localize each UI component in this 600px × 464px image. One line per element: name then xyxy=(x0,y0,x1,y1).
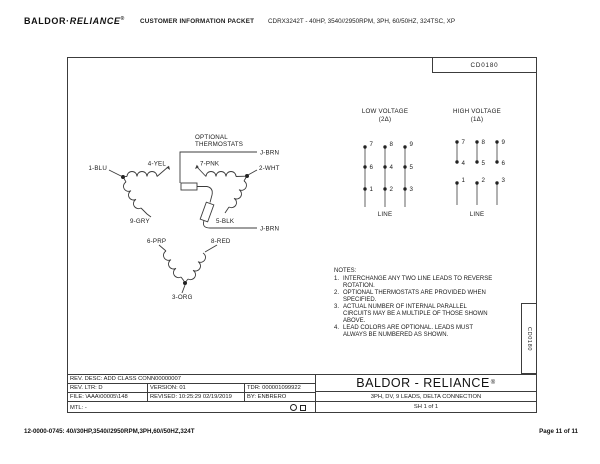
lv-node xyxy=(403,187,406,190)
lead3-wire xyxy=(182,285,185,293)
note-item xyxy=(334,290,494,304)
jbrn-bottom-label: J-BRN xyxy=(260,225,280,233)
lv-node xyxy=(403,165,406,168)
notes-section xyxy=(334,268,494,339)
coil-8-3 xyxy=(188,253,207,281)
drawing-number-box: CD0180 xyxy=(432,57,537,73)
rev-row xyxy=(68,384,315,393)
revised-field: REVISED: 10:25:29 02/19/2019 xyxy=(148,393,245,401)
version-field: VERSION: 01 xyxy=(148,384,245,392)
file-row xyxy=(68,393,315,402)
lv-node xyxy=(403,145,406,148)
lv-lead-number: 9 xyxy=(409,141,414,148)
hv-lead-number: 6 xyxy=(501,160,506,167)
optional-thermostats-label: OPTIONAL xyxy=(195,134,228,141)
logo-reliance: RELIANCE xyxy=(69,16,121,26)
coil-2-5 xyxy=(229,181,248,209)
tdr-field: TDR: 000001099922 xyxy=(247,385,301,391)
lead5-wire xyxy=(225,207,229,213)
delta-winding-diagram xyxy=(88,134,279,301)
note-text: ACTUAL NUMBER OF INTERNAL PARALLEL CIRCUITS MAY BE A MULTIPLE OF THOSE SHOWN ABOVE. xyxy=(343,304,488,324)
logo-separator: · xyxy=(66,16,70,26)
lv-lead-number: 2 xyxy=(389,186,394,193)
mtl-row xyxy=(68,402,315,413)
hv-node xyxy=(475,181,478,184)
hv-node xyxy=(495,160,498,163)
low-voltage-diagram xyxy=(362,108,414,218)
lv-lead-number: 5 xyxy=(409,164,414,171)
high-voltage-subtitle: (1Δ) xyxy=(470,116,484,123)
note-number: 1. xyxy=(334,276,340,282)
note-item xyxy=(334,276,494,290)
high-voltage-diagram xyxy=(453,108,505,218)
certification-square-icon xyxy=(300,405,306,411)
lv-lead-number: 7 xyxy=(369,141,374,148)
lead1-label: 1-BLU xyxy=(88,165,107,172)
company-name-text: BALDOR - RELIANCE xyxy=(356,376,490,390)
note-number: 3. xyxy=(334,304,340,310)
registered-mark: ® xyxy=(120,16,125,22)
lv-node xyxy=(383,145,386,148)
coil-1-4 xyxy=(127,172,157,177)
high-voltage-title: HIGH VOLTAGE xyxy=(453,108,501,115)
note-number: 2. xyxy=(334,290,340,296)
hv-lead-number: 2 xyxy=(481,177,486,184)
mtl-field: MTL: - xyxy=(70,404,87,411)
hv-node xyxy=(455,140,458,143)
packet-title: CUSTOMER INFORMATION PACKET xyxy=(140,18,255,25)
certification-circle-icon xyxy=(290,404,297,411)
lv-lead-number: 4 xyxy=(389,164,394,171)
lead2-label: 2-WHT xyxy=(259,165,280,172)
wire xyxy=(124,179,126,183)
note-text: OPTIONAL THERMOSTATS ARE PROVIDED WHEN SPECIFIED. xyxy=(343,290,486,303)
hv-lead-number: 7 xyxy=(461,139,466,146)
hv-lead-number: 1 xyxy=(461,177,466,184)
hv-lead-number: 3 xyxy=(501,177,506,184)
coil-1-9 xyxy=(122,182,141,210)
notes-heading: NOTES: xyxy=(334,268,357,274)
coil-6-3 xyxy=(162,251,181,279)
footer-page-number: Page 11 of 11 xyxy=(539,428,578,435)
lv-node xyxy=(363,187,366,190)
lead8-wire xyxy=(205,245,217,252)
note-text: INTERCHANGE ANY TWO LINE LEADS TO REVERSE ROTATION. xyxy=(343,276,493,289)
drawing-description: 3PH, DV, 9 LEADS, DELTA CONNECTION xyxy=(316,392,536,402)
wire xyxy=(181,277,184,281)
note-item xyxy=(334,325,494,339)
hv-node xyxy=(475,140,478,143)
low-voltage-title: LOW VOLTAGE xyxy=(361,108,409,115)
note-text: LEAD COLORS ARE OPTIONAL. LEADS MUST ALWAYS BE NUMBERED AS SHOWN. xyxy=(343,325,473,338)
title-block-company xyxy=(315,374,537,413)
company-name xyxy=(316,375,536,392)
lead7-label: 7-PNK xyxy=(200,160,220,168)
lead6-label: 6-PRP xyxy=(147,238,167,245)
lead8-label: 8-RED xyxy=(211,238,231,245)
lv-lead-number: 6 xyxy=(369,164,374,171)
thermostat-2 xyxy=(200,202,214,222)
lead9-wire xyxy=(141,208,151,217)
wire xyxy=(186,279,188,282)
lead1-wire xyxy=(109,170,122,177)
footer-part-number: 12-0000-0745: 40//30HP,3540//2950RPM,3PH,60//50HZ,324T xyxy=(24,428,195,435)
hv-node xyxy=(455,181,458,184)
optional-thermostats-label: THERMOSTATS xyxy=(195,141,244,148)
hv-node xyxy=(455,160,458,163)
thermostat-link-wire xyxy=(197,187,212,203)
logo-baldor: BALDOR xyxy=(24,16,67,26)
lv-node xyxy=(383,187,386,190)
hv-node xyxy=(495,140,498,143)
lv-node xyxy=(383,165,386,168)
note-number: 4. xyxy=(334,325,340,331)
jbrn-top-label: J-BRN xyxy=(260,149,280,157)
rev-ltr-field: REV. LTR: D xyxy=(68,384,148,392)
lv-line-label: LINE xyxy=(377,211,393,218)
lead7-wire xyxy=(197,167,206,177)
motor-spec-line: CDRX3242T - 40HP, 3540//2950RPM, 3PH, 60/50HZ, 324TSC, XP xyxy=(268,18,456,25)
file-field: FILE: \AAA\00005\148 xyxy=(68,393,148,401)
hv-lead-number: 5 xyxy=(481,160,486,167)
registered-mark: ® xyxy=(490,380,496,386)
lv-lead-number: 8 xyxy=(389,141,394,148)
title-block-revision xyxy=(67,374,316,413)
lead4-label: 4-YEL xyxy=(147,160,166,168)
lead9-label: 9-GRY xyxy=(130,218,150,225)
hv-line-label: LINE xyxy=(469,211,485,218)
lead4-wire xyxy=(157,167,168,177)
rev-desc-row xyxy=(68,375,315,384)
hv-node xyxy=(495,181,498,184)
note-item xyxy=(334,304,494,325)
sheet-number: SH 1 of 1 xyxy=(413,404,439,410)
hv-lead-number: 4 xyxy=(461,160,466,167)
lead5-label: 5-BLK xyxy=(216,218,235,225)
coil-7-2 xyxy=(206,172,236,177)
lv-lead-number: 1 xyxy=(369,186,374,193)
thermostat-1 xyxy=(181,183,197,190)
low-voltage-subtitle: (2Δ) xyxy=(378,116,392,123)
drawing-number-side-text: CD0180 xyxy=(526,326,532,351)
lead3-label: 3-ORG xyxy=(172,294,193,301)
lv-node xyxy=(363,145,366,148)
lead6-wire xyxy=(159,245,166,251)
rev-desc-field: REV. DESC: ADD CLASS CONN00000007 xyxy=(70,376,181,382)
hv-node xyxy=(475,160,478,163)
hv-lead-number: 8 xyxy=(481,139,486,146)
by-field: BY: ENBRERO xyxy=(247,394,287,400)
lead2-wire xyxy=(248,170,257,175)
lv-node xyxy=(363,165,366,168)
lv-lead-number: 3 xyxy=(409,186,414,193)
hv-lead-number: 9 xyxy=(501,139,506,146)
wire xyxy=(244,178,246,182)
